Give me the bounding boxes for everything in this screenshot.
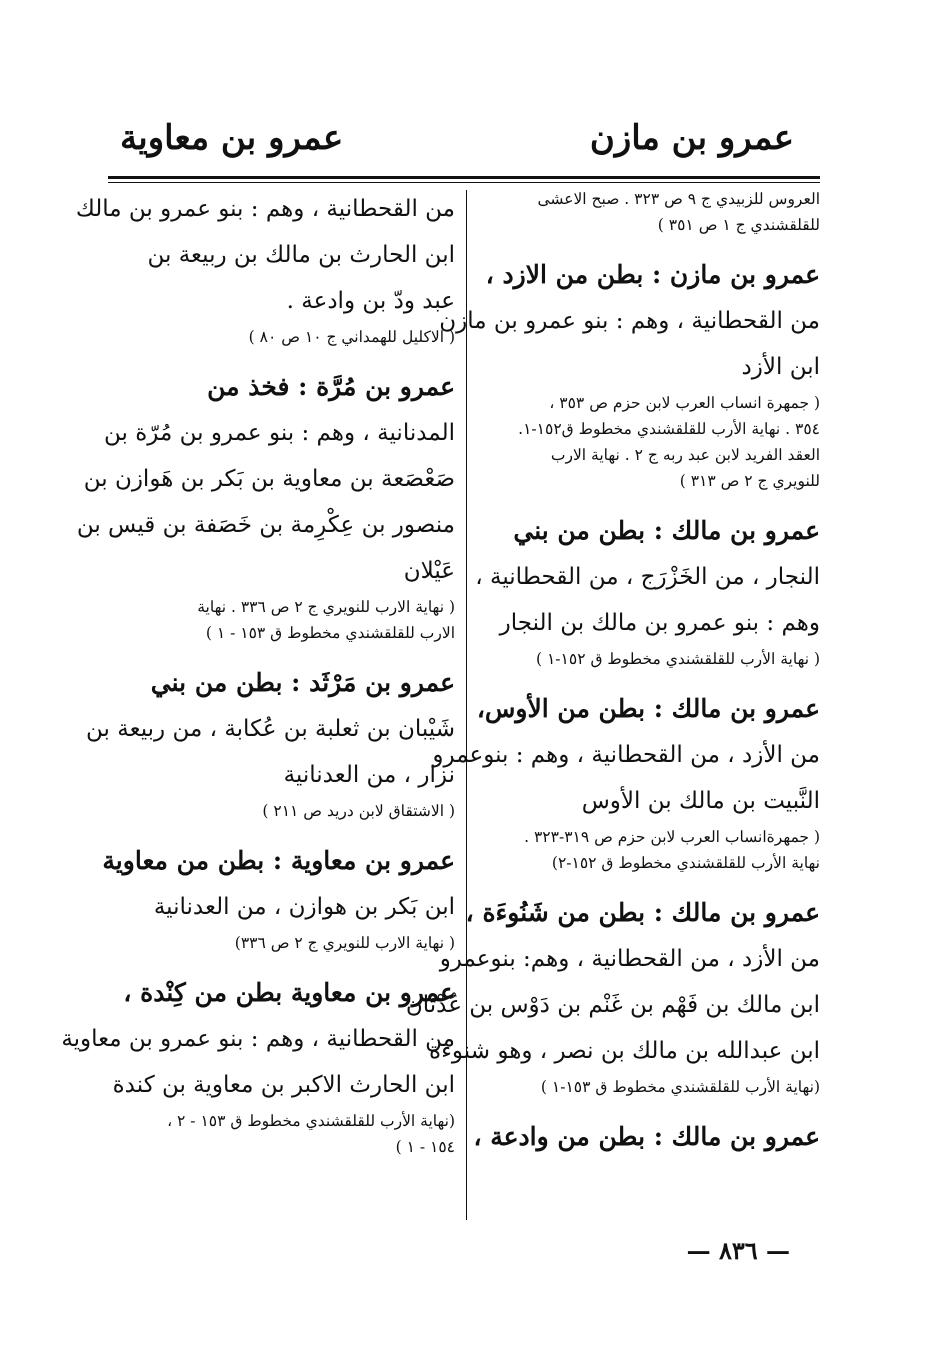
dictionary-entry — [86, 660, 455, 824]
entry-heading-line: عمرو بن مالك : بطن من بني — [513, 516, 820, 545]
dictionary-entry — [76, 364, 455, 646]
entry-text-line: من القحطانية ، وهم : بنو عمرو بن معاوية — [61, 1026, 455, 1052]
running-header-left: عمرو بن معاوية — [120, 118, 344, 158]
dictionary-entry — [61, 970, 455, 1160]
header-rule-thick — [108, 176, 820, 179]
header-rule-thin — [108, 182, 820, 183]
entry-text-line: نزار ، من العدنانية — [283, 762, 455, 788]
entry-reference-line: ( نهاية الارب للنويري ج ٢ ص ٣٣٦ . نهاية — [197, 598, 455, 616]
entry-reference-line: نهاية الأرب للقلقشندي مخطوط ق ١٥٢-٢) — [551, 854, 820, 872]
entry-reference-line: ( الاشتقاق لابن دريد ص ٢١١ ) — [262, 802, 455, 820]
entry-heading-line: عمرو بن مالك : بطن من وادعة ، — [473, 1122, 820, 1151]
entry-reference-line: ١٥٤ - ١ ) — [395, 1138, 455, 1156]
dictionary-entry — [75, 186, 455, 350]
entry-text-line: عَيْلان — [403, 558, 455, 584]
entry-text-line: ابن الحارث بن مالك بن ربيعة بن — [147, 242, 455, 268]
entry-text-line: صَعْصَعة بن معاوية بن بَكر بن هَوازن بن — [83, 466, 455, 492]
entry-text-line: منصور بن عِكْرِمة بن خَصَفة بن قيس بن — [76, 512, 455, 538]
entry-heading-line: عمرو بن معاوية : بطن من معاوية — [102, 846, 455, 875]
dictionary-entry — [473, 1114, 820, 1160]
entry-reference-line: (نهاية الأرب للقلقشندي مخطوط ق ١٥٣ - ٢ ، — [167, 1112, 455, 1130]
entry-heading-line: عمرو بن مَرْثَد : بطن من بني — [150, 668, 455, 697]
dictionary-entry — [439, 252, 820, 494]
entry-text-line: من الأزد ، من القحطانية ، وهم : بنوعمرو — [432, 742, 820, 768]
dictionary-entry — [103, 838, 455, 956]
dictionary-entry — [480, 186, 820, 238]
entry-text-line: ابن مالك بن فَهْم بن غَنْم بن دَوْس بن عُدْثان — [405, 992, 820, 1018]
entry-text-line: من الأزد ، من القحطانية ، وهم: بنوعمرو — [439, 946, 820, 972]
entry-text-line: ابن الحارث الاكبر بن معاوية بن كندة — [112, 1072, 455, 1098]
entry-text-line: عبد ودّ بن وادعة . — [286, 288, 455, 314]
entry-reference-line: ( جمهرةانساب العرب لابن حزم ص ٣١٩-٣٢٣ . — [524, 828, 820, 846]
entry-reference-line: الارب للقلقشندي مخطوط ق ١٥٣ - ١ ) — [205, 624, 455, 642]
dictionary-entry — [432, 686, 820, 876]
entry-text-line: ابن بَكر بن هوازن ، من العدنانية — [153, 894, 455, 920]
page-number: — ٨٣٦ — — [686, 1236, 790, 1265]
entry-reference-line: العقد الفريد لابن عبد ربه ج ٢ . نهاية الارب — [550, 446, 820, 464]
entry-text-line: النجار ، من الخَزْرَج ، من القحطانية ، — [475, 564, 820, 590]
entry-reference-line: ( الاكليل للهمداني ج ١٠ ص ٨٠ ) — [248, 328, 455, 346]
entry-text-line: من القحطانية ، وهم : بنو عمرو بن مازن — [439, 308, 820, 334]
entry-heading-line: عمرو بن مازن : بطن من الازد ، — [485, 260, 820, 289]
entry-heading-line: عمرو بن معاوية بطن من كِنْدة ، — [123, 978, 455, 1007]
entry-text-line: ابن عبدالله بن مالك بن نصر ، وهو شنوءة — [429, 1038, 820, 1064]
entry-heading-line: من القحطانية ، وهم : بنو عمرو بن مالك — [75, 196, 455, 222]
entry-heading-line: عمرو بن مُرَّة : فخذ من — [207, 372, 455, 401]
entry-text-line: وهم : بنو عمرو بن مالك بن النجار — [499, 610, 820, 636]
entry-heading-line: عمرو بن مالك : بطن من شَنُوءَة ، — [465, 898, 820, 927]
entry-reference-line: العروس للزبيدي ج ٩ ص ٣٢٣ . صبح الاعشى — [537, 190, 820, 208]
entry-reference-line: ( نهاية الارب للنويري ج ٢ ص ٣٣٦) — [234, 934, 455, 952]
entry-text-line: المدنانية ، وهم : بنو عمرو بن مُرّة بن — [104, 420, 455, 446]
entry-text-line: النَّبيت بن مالك بن الأوس — [581, 788, 820, 814]
running-header-right: عمرو بن مازن — [589, 118, 794, 158]
entry-reference-line: (نهاية الأرب للقلقشندي مخطوط ق ١٥٣-١ ) — [540, 1078, 820, 1096]
entry-text-line: ابن الأزد — [741, 354, 820, 380]
entry-reference-line: ( جمهرة انساب العرب لابن حزم ص ٣٥٣ ، — [549, 394, 820, 412]
dictionary-entry — [405, 890, 820, 1100]
entry-text-line: شَيْبان بن ثعلبة بن عُكابة ، من ربيعة بن — [86, 716, 455, 742]
entry-reference-line: ( نهاية الأرب للقلقشندي مخطوط ق ١٥٢-١ ) — [535, 650, 820, 668]
dictionary-entry — [475, 508, 820, 672]
left-column — [61, 186, 455, 1174]
entry-reference-line: للنويري ج ٢ ص ٣١٣ ) — [679, 472, 820, 490]
entry-reference-line: للقلقشندي ج ١ ص ٣٥١ ) — [657, 216, 820, 234]
entry-reference-line: ٣٥٤ . نهاية الأرب للقلقشندي مخطوط ق١٥٢-١. — [518, 420, 820, 438]
entry-heading-line: عمرو بن مالك : بطن من الأوس، — [476, 694, 820, 723]
